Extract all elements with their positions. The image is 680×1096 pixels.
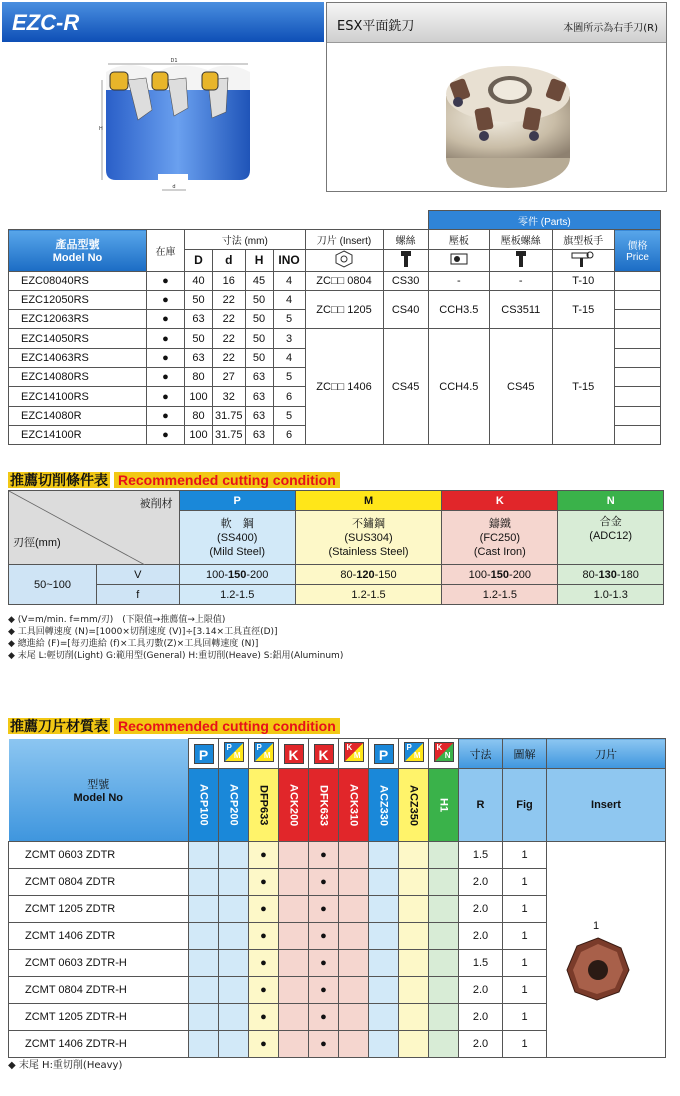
table-row: EZC14063RS ● 63 22 50 4 [9, 348, 668, 367]
insert-icon [305, 249, 383, 271]
clamp-screw-header: 壓板螺絲 [490, 230, 553, 249]
cutting-heading: 推薦切削條件表 Recommended cutting condition [8, 470, 340, 490]
table-row: EZC12050RS ● 50 22 50 4 ZC□□ 1205 CS40 CCH3.5 CS3511 T-15 [9, 290, 668, 309]
material-label: 被削材 [139, 498, 173, 510]
screw-header: 螺絲 [383, 230, 428, 249]
badge-K: K [284, 744, 304, 764]
insert-header: 刀片 [547, 739, 666, 769]
insert-heading: 推薦刀片材質表 Recommended cutting condition [8, 716, 340, 736]
table-row: ZCMT 1205 ZDTR-H ● ● 2.0 1 [9, 1004, 666, 1031]
price-label-en: Price [626, 252, 649, 264]
insert-figure: 1 [547, 842, 666, 1058]
group-M: M [295, 491, 442, 511]
badge-P: P [194, 744, 214, 764]
table-row: ZCMT 0804 ZDTR ● ● 2.0 1 [9, 869, 666, 896]
screw-icon [383, 249, 428, 271]
d1-label: D1 [170, 58, 178, 64]
clamp-screw-icon [490, 249, 553, 271]
table-row: EZC14080R ● 80 31.75 63 5 [9, 406, 668, 425]
badge-PM: P M [224, 742, 244, 762]
badge-K: K [314, 744, 334, 764]
model-label-en: Model No [52, 252, 103, 265]
table-row: ZCMT 1406 ZDTR-H ● ● 2.0 1 [9, 1031, 666, 1058]
table-row: EZC12063RS ● 63 22 50 5 [9, 310, 668, 329]
range-cell: 50~100 [9, 565, 97, 605]
parts-header: 零件 (Parts) [428, 211, 660, 230]
clamp-icon [428, 249, 489, 271]
cutter-drawing [98, 50, 258, 200]
product-title-bar [327, 3, 666, 43]
insert-image [563, 934, 633, 1004]
fig-header: 圖解 [503, 739, 547, 769]
wrench-header: 旗型板手 [552, 230, 615, 249]
product-title: ESX平面銑刀 [337, 19, 415, 34]
stock-header: 在庫 [147, 230, 185, 271]
table-row: EZC14100R ● 100 31.75 63 6 [9, 425, 668, 444]
table-row: EZC14050RS ● 50 22 50 3 ZC□□ 1406 CS45 CCH4.5 CS45 T-15 [9, 329, 668, 348]
cutter-photo [430, 46, 580, 196]
clamp-header: 壓板 [428, 230, 489, 249]
h-label: H [99, 126, 103, 132]
product-table [8, 210, 668, 445]
badge-PM: P M [254, 742, 274, 762]
table-row: ZCMT 0603 ZDTR ● ● 1.5 1 1 [9, 842, 666, 869]
price-label-zh: 價格 [627, 241, 648, 253]
insert-grade-table: 型號 Model No P P M P M K K K M P P M K N 寸法 圖解 刀片 ACP100 ACP200 DFP633 ACK200 DFK633 ACK310 ACZ330 ACZ350 H1 R Fig Insert ZCMT 0603 ZDTR ● ● 1.5 1 1 ZCMT 0804 ZDTR ● ● 2.0 1 ZCMT 1205 ZDTR ● ● 2.0 1 ZCMT 1406 ZDTR ● ● 2.0 1 ZCMT 0603 ZDTR-H ● ● 1.5 1 ZCMT 0804 ZDTR-H ● ● 2.0 1 ZCMT 1205 ZDTR-H ● ● 2.0 1 ZCMT 1406 ZDTR-H ● ● 2.0 1 [8, 738, 666, 1058]
table-row: EZC14100RS ● 100 32 63 6 [9, 387, 668, 406]
d-label: d [172, 184, 176, 190]
col-H: H [245, 249, 273, 271]
table-row: ZCMT 0603 ZDTR-H ● ● 1.5 1 [9, 950, 666, 977]
dia-label: 刃徑(mm) [13, 537, 61, 549]
insert-header: 刀片 (Insert) [305, 230, 383, 249]
col-d: d [213, 249, 246, 271]
table-row: ZCMT 1205 ZDTR ● ● 2.0 1 [9, 896, 666, 923]
group-P: P [179, 491, 295, 511]
badge-P: P [374, 744, 394, 764]
right-hand-note: 本圖所示為右手刀(R) [563, 23, 658, 34]
dims-header: 寸法 (mm) [185, 230, 306, 249]
f-row: f 1.2-1.5 1.2-1.5 1.2-1.5 1.0-1.3 [9, 585, 664, 605]
badge-KM: K M [344, 742, 364, 762]
table-row: EZC08040RS ● 40 16 45 4 ZC□□ 0804 CS30 - - T-10 [9, 271, 668, 290]
model-label-zh: 產品型號 [55, 239, 100, 252]
badge-PM: P M [404, 742, 424, 762]
col-INO: INO [273, 249, 305, 271]
model-title: EZC-R [12, 10, 80, 35]
col-D: D [185, 249, 213, 271]
group-N: N [558, 491, 664, 511]
cutting-condition-table: 被削材 刃徑(mm) P M K N 軟 鋼 (SS400) (Mild Steel) 不鏽鋼 (SUS304) (Stainless Steel) 鑄鐵 (FC250) (Cast Iron) 合金 (ADC12) 50~100 V 100-150-200 80-120-150 100-150-200 80-130-180 f 1.2-1.5 1.2-1.5 1.2-1.5 1.0-1.3 [8, 490, 664, 605]
table-row: EZC14080RS ● 80 27 63 5 [9, 368, 668, 387]
cutting-notes: ◆ (V=m/min. f=mm/刃) (下限值→推薦值→上限值) ◆ 工具回轉速度 (N)=[1000×切削速度 (V)]÷[3.14×工具直徑(D)] ◆ 總進給 (F)=[每刃進給 (f)×工具刃數(Z)×工具回轉速度 (N)] ◆ 末尾 L:輕切削(Light) G:範用型(General) H:重切削(Heave) S:鋁用(Aluminum) [8, 615, 344, 661]
wrench-icon [552, 249, 615, 271]
table-row: ZCMT 0804 ZDTR-H ● ● 2.0 1 [9, 977, 666, 1004]
size-header: 寸法 [459, 739, 503, 769]
group-K: K [442, 491, 558, 511]
table-row: ZCMT 1406 ZDTR ● ● 2.0 1 [9, 923, 666, 950]
insert-footnote: ◆ 末尾 H:重切削(Heavy) [8, 1060, 123, 1071]
v-row: 50~100 V 100-150-200 80-120-150 100-150-200 80-130-180 [9, 565, 664, 585]
badge-KN: K N [434, 742, 454, 762]
model-banner [2, 2, 324, 42]
